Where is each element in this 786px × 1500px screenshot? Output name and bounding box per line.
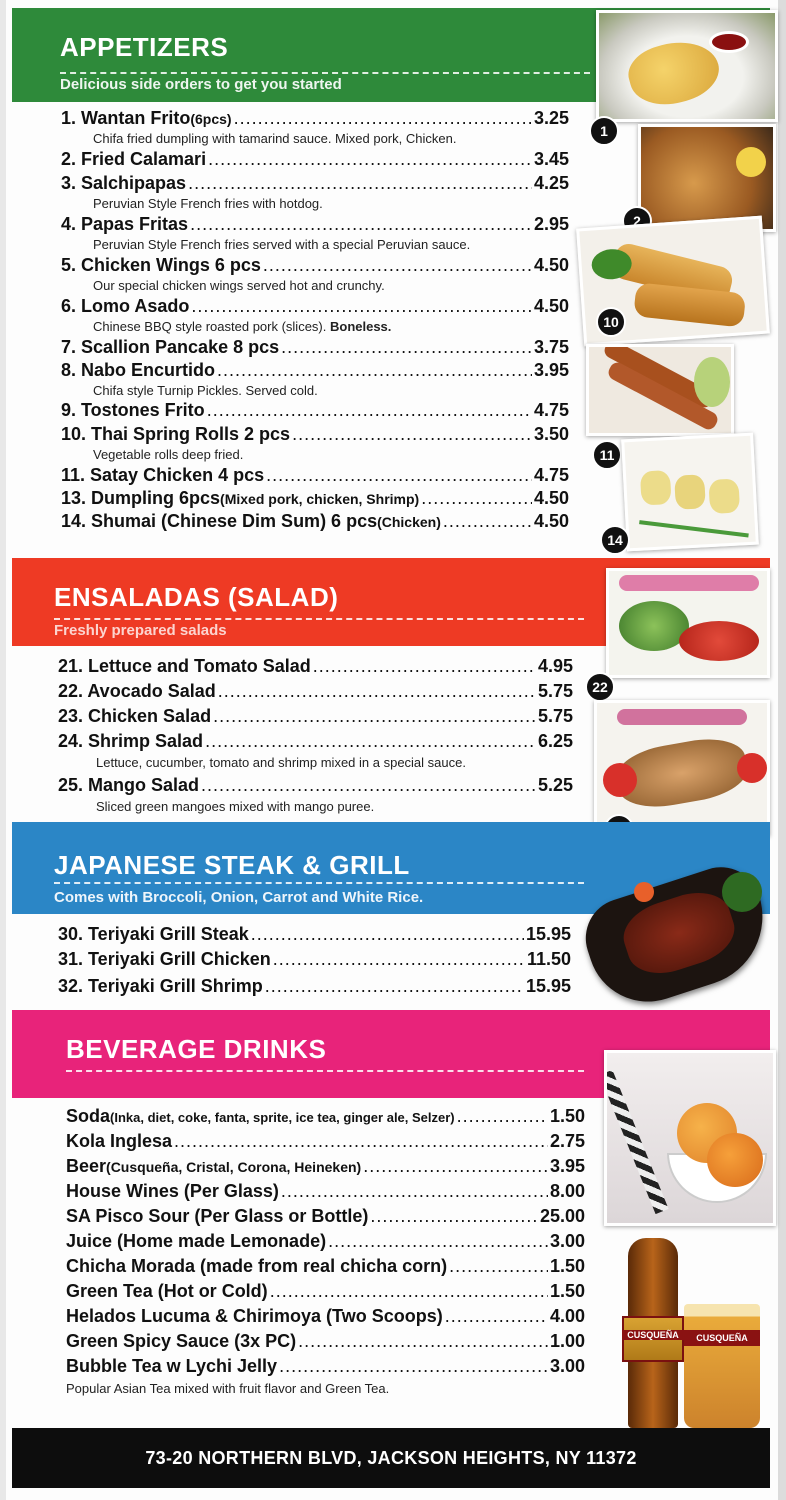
menu-item: Juice (Home made Lemonade) ..... 3.00 (66, 1231, 585, 1252)
menu-item: 9. Tostones Frito ..... 4.75 (61, 400, 569, 421)
menu-item: 10. Thai Spring Rolls 2 pcs ..... 3.50 (61, 424, 569, 445)
photo-badge: 2 (622, 206, 652, 236)
menu-item: SA Pisco Sour (Per Glass or Bottle) ..... 25.00 (66, 1206, 585, 1227)
menu-item: 14. Shumai (Chinese Dim Sum) 6 pcs (Chicken) ..... 4.50 (61, 511, 569, 532)
glass-label: CUSQUEÑA (684, 1330, 760, 1346)
photo-badge: 1 (589, 116, 619, 146)
menu-item: 3. Salchipapas ..... 4.25 (61, 173, 569, 194)
salads-title: ENSALADAS (SALAD) (54, 582, 339, 612)
appetizers-title: APPETIZERS (60, 32, 229, 62)
salad-photo (606, 568, 770, 678)
photo-badge: 11 (592, 440, 622, 470)
photo-badge: 10 (596, 307, 626, 337)
appetizers-divider (60, 72, 590, 74)
menu-item: 5. Chicken Wings 6 pcs ..... 4.50 (61, 255, 569, 276)
menu-item: Beer (Cusqueña, Cristal, Corona, Heineken) ..... 3.95 (66, 1156, 585, 1177)
item-description: Lettuce, cucumber, tomato and shrimp mixed in a special sauce. (96, 755, 466, 770)
grill-divider (54, 882, 584, 884)
beverages-title: BEVERAGE DRINKS (66, 1034, 327, 1064)
shumai-photo (621, 433, 759, 552)
menu-item: 13. Dumpling 6pcs (Mixed pork, chicken, Shrimp) ..... 4.50 (61, 488, 569, 509)
menu-item: 30. Teriyaki Grill Steak ..... 15.95 (58, 924, 571, 945)
menu-item: Green Spicy Sauce (3x PC) ..... 1.00 (66, 1331, 585, 1352)
item-description: Vegetable rolls deep fried. (93, 447, 244, 462)
menu-item: 4. Papas Fritas ..... 2.95 (61, 214, 569, 235)
beverages-divider (66, 1070, 584, 1072)
item-description: Sliced green mangoes mixed with mango puree. (96, 799, 375, 814)
ice-cream-photo (604, 1050, 776, 1226)
menu-item: 7. Scallion Pancake 8 pcs ..... 3.75 (61, 337, 569, 358)
menu-item: 23. Chicken Salad ..... 5.75 (58, 706, 573, 727)
beer-label: CUSQUEÑA (622, 1330, 684, 1340)
menu-item: Kola Inglesa ..... 2.75 (66, 1131, 585, 1152)
grill-title: JAPANESE STEAK & GRILL (54, 850, 410, 880)
menu-item: Chicha Morada (made from real chicha corn) ..... 1.50 (66, 1256, 585, 1277)
salads-subtitle: Freshly prepared salads (54, 622, 227, 639)
address-footer: 73-20 NORTHERN BLVD, JACKSON HEIGHTS, NY 11372 (12, 1428, 770, 1488)
item-description: Chifa fried dumpling with tamarind sauce. Mixed pork, Chicken. (93, 131, 457, 146)
menu-item: Bubble Tea w Lychi Jelly ..... 3.00 (66, 1356, 585, 1377)
menu-item: 11. Satay Chicken 4 pcs ..... 4.75 (61, 465, 569, 486)
grill-subtitle: Comes with Broccoli, Onion, Carrot and White Rice. (54, 889, 424, 906)
menu-item: Soda (Inka, diet, coke, fanta, sprite, ice tea, ginger ale, Selzer) ..... 1.50 (66, 1106, 585, 1127)
beer-photo (618, 1238, 774, 1428)
item-description: Chifa style Turnip Pickles. Served cold. (93, 383, 318, 398)
item-description: Popular Asian Tea mixed with fruit flavor and Green Tea. (66, 1381, 390, 1396)
menu-item: 2. Fried Calamari ..... 3.45 (61, 149, 569, 170)
appetizers-subtitle: Delicious side orders to get you started (60, 76, 342, 93)
satay-photo (586, 344, 734, 436)
item-description: Chinese BBQ style roasted pork (slices). Boneless. (93, 319, 392, 334)
menu-item: 8. Nabo Encurtido ..... 3.95 (61, 360, 569, 381)
item-description: Peruvian Style French fries with hotdog. (93, 196, 323, 211)
menu-item: 1. Wantan Frito (6pcs) ..... 3.25 (61, 108, 569, 129)
menu-item: Green Tea (Hot or Cold) ..... 1.50 (66, 1281, 585, 1302)
steak-photo (584, 858, 774, 998)
wonton-photo (596, 10, 778, 122)
menu-item: 32. Teriyaki Grill Shrimp ..... 15.95 (58, 976, 571, 997)
salads-divider (54, 618, 584, 620)
menu-item: 21. Lettuce and Tomato Salad ..... 4.95 (58, 656, 573, 677)
menu-item: 6. Lomo Asado ..... 4.50 (61, 296, 569, 317)
item-description: Peruvian Style French fries served with a special Peruvian sauce. (93, 237, 471, 252)
menu-item: 22. Avocado Salad ..... 5.75 (58, 681, 573, 702)
photo-badge: 22 (585, 672, 615, 702)
menu-item: 25. Mango Salad ..... 5.25 (58, 775, 573, 796)
item-description: Our special chicken wings served hot and crunchy. (93, 278, 385, 293)
menu-item: Helados Lucuma & Chirimoya (Two Scoops) ..... 4.00 (66, 1306, 585, 1327)
menu-item: House Wines (Per Glass) ..... 8.00 (66, 1181, 585, 1202)
menu-item: 24. Shrimp Salad ..... 6.25 (58, 731, 573, 752)
photo-badge: 14 (600, 525, 630, 555)
menu-item: 31. Teriyaki Grill Chicken ..... 11.50 (58, 949, 571, 970)
